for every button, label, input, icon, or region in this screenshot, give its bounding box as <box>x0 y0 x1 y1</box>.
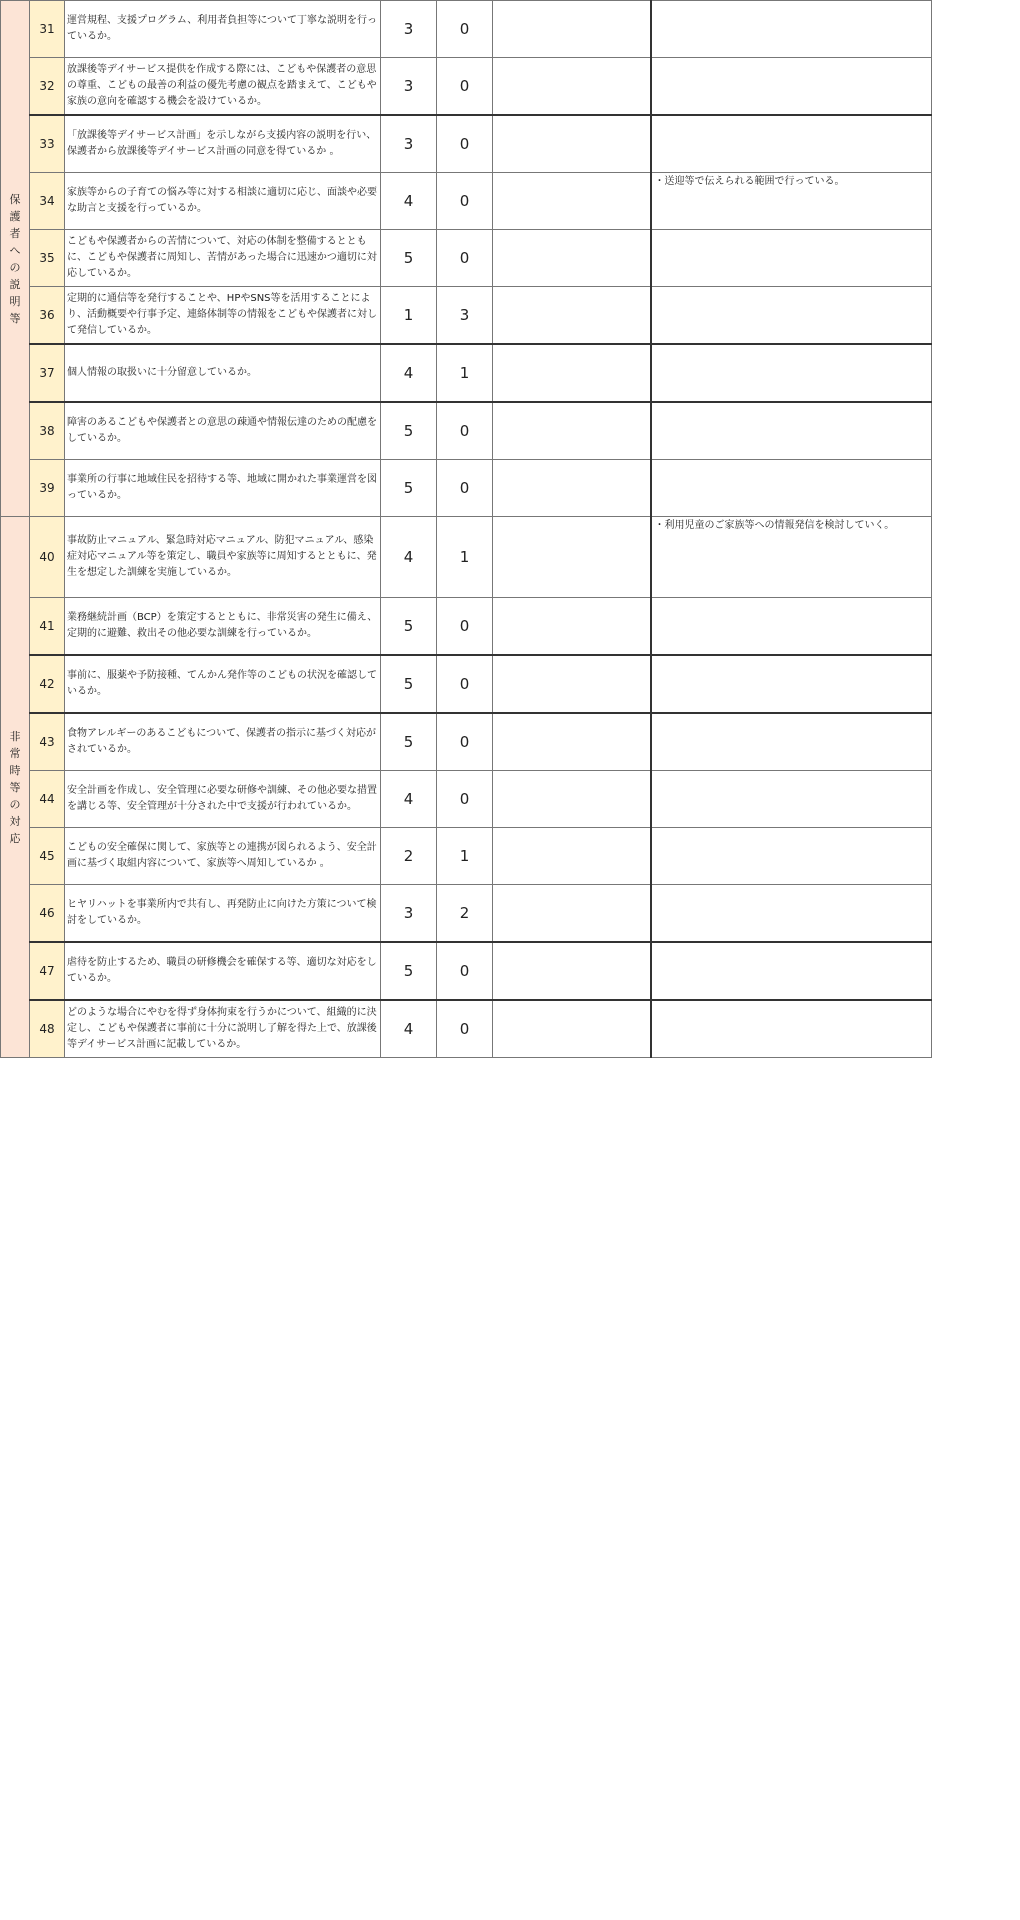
question-text: 業務継続計画（BCP）を策定するとともに、非常災害の発生に備え、定期的に避難、救出その他必要な訓練を行っているか。 <box>65 598 381 656</box>
comment-cell <box>651 598 932 656</box>
item-number: 34 <box>30 173 65 230</box>
item-number: 36 <box>30 287 65 345</box>
table-row <box>1 885 932 943</box>
table-row <box>1 942 932 1000</box>
no-count: 1 <box>437 344 493 402</box>
question-text: ヒヤリハットを事業所内で共有し、再発防止に向けた方策について検討をしているか。 <box>65 885 381 943</box>
comment-cell <box>651 942 932 1000</box>
comment-cell <box>651 713 932 771</box>
question-text: 安全計画を作成し、安全管理に必要な研修や訓練、その他必要な措置を講じる等、安全管理が十分された中で支援が行われているか。 <box>65 771 381 828</box>
blank-cell <box>493 828 651 885</box>
table-row <box>1 344 932 402</box>
yes-count: 5 <box>381 713 437 771</box>
blank-cell <box>493 885 651 943</box>
question-text: 「放課後等デイサービス計画」を示しながら支援内容の説明を行い、保護者から放課後等デイサービス計画の同意を得ているか 。 <box>65 115 381 173</box>
comment-cell: ・利用児童のご家族等への情報発信を検討していく。 <box>651 517 932 598</box>
table-row <box>1 655 932 713</box>
blank-cell <box>493 517 651 598</box>
question-text: 障害のあるこどもや保護者との意思の疎通や情報伝達のための配慮をしているか。 <box>65 402 381 460</box>
table-row <box>1 402 932 460</box>
item-number: 33 <box>30 115 65 173</box>
no-count: 0 <box>437 655 493 713</box>
no-count: 0 <box>437 942 493 1000</box>
question-text: 定期的に通信等を発行することや、HPやSNS等を活用することにより、活動概要や行事予定、連絡体制等の情報をこどもや保護者に対して発信しているか。 <box>65 287 381 345</box>
item-number: 35 <box>30 230 65 287</box>
section-title: 非 常 時 等 の 対 応 <box>9 729 21 845</box>
section-title: 保 護 者 へ の 説 明 等 <box>9 192 21 325</box>
blank-cell <box>493 460 651 517</box>
item-number: 40 <box>30 517 65 598</box>
item-number: 37 <box>30 344 65 402</box>
table-row <box>1 1000 932 1058</box>
yes-count: 5 <box>381 655 437 713</box>
table-row <box>1 58 932 116</box>
yes-count: 3 <box>381 58 437 116</box>
no-count: 0 <box>437 598 493 656</box>
comment-cell <box>651 1 932 58</box>
yes-count: 4 <box>381 344 437 402</box>
no-count: 0 <box>437 58 493 116</box>
yes-count: 4 <box>381 173 437 230</box>
no-count: 0 <box>437 402 493 460</box>
blank-cell <box>493 1000 651 1058</box>
item-number: 39 <box>30 460 65 517</box>
yes-count: 3 <box>381 1 437 58</box>
question-text: 事前に、服薬や予防接種、てんかん発作等のこどもの状況を確認しているか。 <box>65 655 381 713</box>
question-text: 事故防止マニュアル、緊急時対応マニュアル、防犯マニュアル、感染症対応マニュアル等を策定し、職員や家族等に周知するとともに、発生を想定した訓練を実施しているか。 <box>65 517 381 598</box>
comment-cell <box>651 58 932 116</box>
question-text: こどもの安全確保に関して、家族等との連携が図られるよう、安全計画に基づく取組内容について、家族等へ周知しているか 。 <box>65 828 381 885</box>
blank-cell <box>493 771 651 828</box>
blank-cell <box>493 115 651 173</box>
table-row <box>1 287 932 345</box>
table-row <box>1 517 932 598</box>
blank-cell <box>493 942 651 1000</box>
yes-count: 5 <box>381 402 437 460</box>
yes-count: 5 <box>381 230 437 287</box>
blank-cell <box>493 655 651 713</box>
comment-cell <box>651 230 932 287</box>
yes-count: 4 <box>381 771 437 828</box>
blank-cell <box>493 1 651 58</box>
no-count: 0 <box>437 771 493 828</box>
no-count: 0 <box>437 173 493 230</box>
comment-cell <box>651 1000 932 1058</box>
item-number: 42 <box>30 655 65 713</box>
item-number: 45 <box>30 828 65 885</box>
question-text: 運営規程、支援プログラム、利用者負担等について丁寧な説明を行っているか。 <box>65 1 381 58</box>
question-text: こどもや保護者からの苦情について、対応の体制を整備するとともに、こどもや保護者に周知し、苦情があった場合に迅速かつ適切に対応しているか。 <box>65 230 381 287</box>
table-row <box>1 713 932 771</box>
item-number: 48 <box>30 1000 65 1058</box>
yes-count: 3 <box>381 115 437 173</box>
table-row <box>1 230 932 287</box>
comment-cell <box>651 885 932 943</box>
yes-count: 5 <box>381 942 437 1000</box>
table-row <box>1 1 932 58</box>
table-row <box>1 460 932 517</box>
yes-count: 5 <box>381 598 437 656</box>
comment-cell <box>651 115 932 173</box>
no-count: 1 <box>437 517 493 598</box>
blank-cell <box>493 287 651 345</box>
item-number: 43 <box>30 713 65 771</box>
item-number: 32 <box>30 58 65 116</box>
blank-cell <box>493 230 651 287</box>
no-count: 0 <box>437 115 493 173</box>
question-text: どのような場合にやむを得ず身体拘束を行うかについて、組織的に決定し、こどもや保護者に事前に十分に説明し了解を得た上で、放課後等デイサービス計画に記載しているか。 <box>65 1000 381 1058</box>
item-number: 46 <box>30 885 65 943</box>
yes-count: 1 <box>381 287 437 345</box>
yes-count: 2 <box>381 828 437 885</box>
blank-cell <box>493 713 651 771</box>
blank-cell <box>493 173 651 230</box>
item-number: 38 <box>30 402 65 460</box>
no-count: 2 <box>437 885 493 943</box>
no-count: 0 <box>437 1000 493 1058</box>
blank-cell <box>493 58 651 116</box>
comment-cell <box>651 460 932 517</box>
question-text: 放課後等デイサービス提供を作成する際には、こどもや保護者の意思の尊重、こどもの最善の利益の優先考慮の観点を踏まえて、こどもや家族の意向を確認する機会を設けているか。 <box>65 58 381 116</box>
section-cell <box>1 1 30 517</box>
table-row <box>1 173 932 230</box>
item-number: 44 <box>30 771 65 828</box>
blank-cell <box>493 598 651 656</box>
table-row <box>1 771 932 828</box>
comment-cell <box>651 287 932 345</box>
comment-cell <box>651 771 932 828</box>
item-number: 31 <box>30 1 65 58</box>
item-number: 41 <box>30 598 65 656</box>
table-row <box>1 598 932 656</box>
comment-cell: ・送迎等で伝えられる範囲で行っている。 <box>651 173 932 230</box>
question-text: 虐待を防止するため、職員の研修機会を確保する等、適切な対応をしているか。 <box>65 942 381 1000</box>
item-number: 47 <box>30 942 65 1000</box>
no-count: 0 <box>437 230 493 287</box>
yes-count: 4 <box>381 517 437 598</box>
comment-cell <box>651 344 932 402</box>
no-count: 3 <box>437 287 493 345</box>
comment-cell <box>651 655 932 713</box>
no-count: 0 <box>437 460 493 517</box>
comment-cell <box>651 402 932 460</box>
no-count: 1 <box>437 828 493 885</box>
question-text: 個人情報の取扱いに十分留意しているか。 <box>65 344 381 402</box>
yes-count: 3 <box>381 885 437 943</box>
question-text: 事業所の行事に地域住民を招待する等、地域に開かれた事業運営を図っているか。 <box>65 460 381 517</box>
no-count: 0 <box>437 713 493 771</box>
table-row <box>1 115 932 173</box>
question-text: 食物アレルギーのあるこどもについて、保護者の指示に基づく対応がされているか。 <box>65 713 381 771</box>
blank-cell <box>493 344 651 402</box>
yes-count: 5 <box>381 460 437 517</box>
question-text: 家族等からの子育ての悩み等に対する相談に適切に応じ、面談や必要な助言と支援を行っているか。 <box>65 173 381 230</box>
table-row <box>1 828 932 885</box>
comment-cell <box>651 828 932 885</box>
section-cell <box>1 517 30 1058</box>
blank-cell <box>493 402 651 460</box>
no-count: 0 <box>437 1 493 58</box>
yes-count: 4 <box>381 1000 437 1058</box>
